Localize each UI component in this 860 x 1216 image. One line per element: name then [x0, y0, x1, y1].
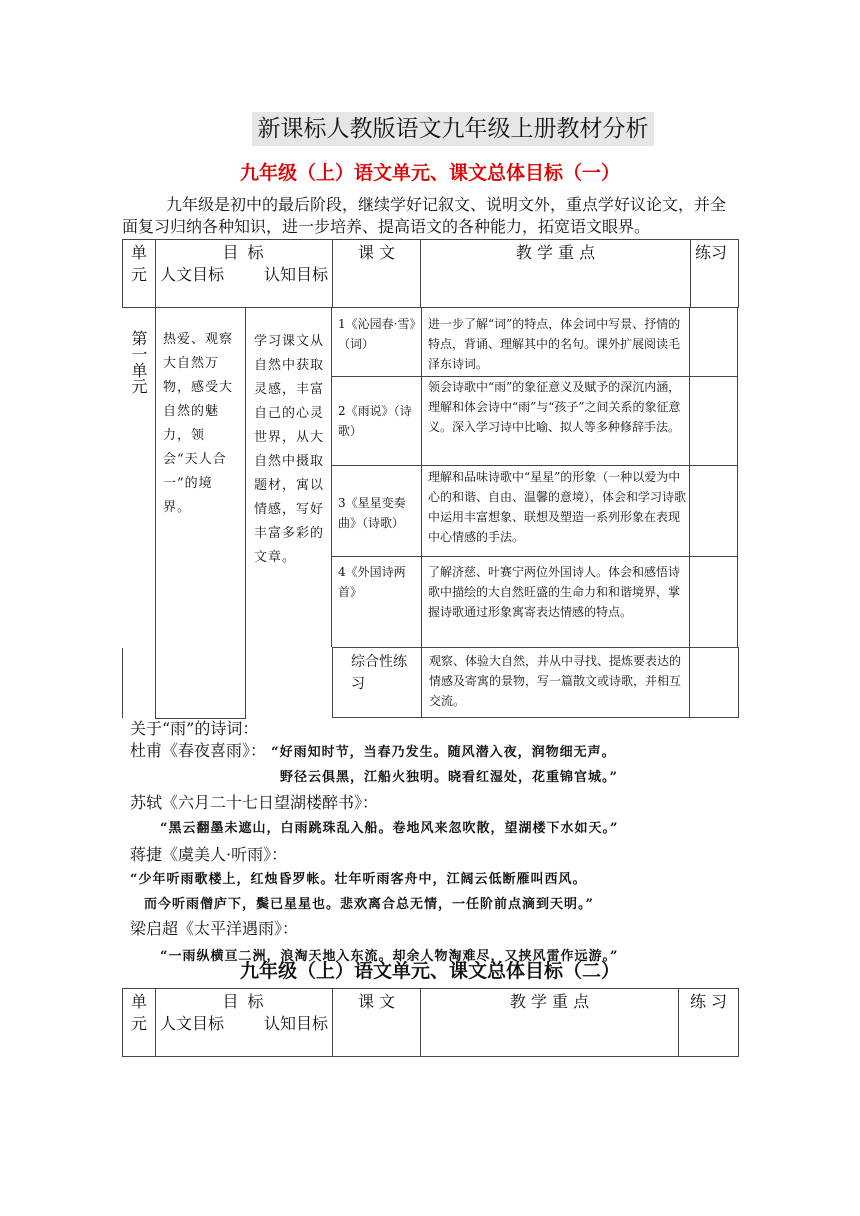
lesson-keypoint: 理解和品味诗歌中“星星”的形象（一种以爱为中心的和谐、自由、温馨的意境），体会和学习诗歌中运用丰富想象、联想及塑造一系列形象在表现中心情感的手法。 [428, 470, 687, 544]
lesson-title: 2《雨说》（诗歌） [338, 404, 412, 438]
lesson-row [332, 465, 738, 557]
header-lesson: 课 文 [333, 989, 421, 1057]
humanistic-goal: 热爱、观察大自然万物，感受大自然的魅力，领会“天人合一”的境界。 [163, 332, 234, 515]
poem-item [130, 740, 750, 764]
poems-heading: 关于“雨”的诗词： [130, 719, 259, 738]
lesson-row [332, 647, 739, 718]
header-goals [156, 240, 333, 308]
lesson-keypoint: 进一步了解“词”的特点，体会词中写景、抒情的特点，背诵、理解其中的名句。课外扩展阅读毛泽东诗词。 [428, 317, 681, 371]
poem-author: 蒋捷《虞美人·听雨》： [130, 845, 288, 864]
unit-name: 第一单元 [129, 330, 148, 394]
goals-table-1-header [122, 239, 739, 308]
goals-table-2-header [122, 988, 739, 1057]
poem-line: “黑云翻墨未遮山，白雨跳珠乱入船。卷地风来忽吹散，望湖楼下水如天。” [160, 821, 619, 836]
lesson-title: 3《星星变奏曲》（诗歌） [338, 496, 406, 530]
header-goals-label: 目 标 [222, 243, 266, 262]
left-border-fragment [122, 648, 123, 718]
poem-line: 而今听雨僧庐下，鬓已星星也。悲欢离合总无情，一任阶前点滴到天明。” [144, 897, 594, 912]
poem-line: 野径云俱黑，江船火独明。晓看红湿处，花重锦官城。” [280, 770, 618, 785]
lesson-row [332, 307, 738, 377]
poem-author: 杜甫《春夜喜雨》： [130, 741, 267, 760]
divider [421, 307, 422, 717]
header-humanistic-goal: 人文目标 [160, 1014, 225, 1033]
lesson-keypoint: 观察、体验大自然，并从中寻找、提炼要表达的情感及寄寓的景物，写一篇散文或诗歌，并相互交流。 [429, 654, 682, 708]
header-goals-label: 目 标 [222, 992, 266, 1011]
lesson-keypoint: 领会诗歌中“雨”的象征意义及赋予的深沉内涵，理解和体会诗中“雨”与“孩子”之间关系的象征意义。深入学习诗中比喻、拟人等多种修辞手法。 [428, 380, 681, 434]
poems-section [130, 718, 750, 972]
lesson-title: 综合性练习 [351, 654, 407, 692]
section-title-1: 九年级（上）语文单元、课文总体目标（一） [239, 162, 620, 184]
lesson-title: 4《外国诗两首》 [338, 565, 406, 599]
header-practice: 练 习 [679, 989, 739, 1057]
cognitive-goal: 学习课文从自然中获取灵感，丰富自己的心灵世界，从大自然中摄取题材，寓以情感，写好丰富多彩的文章。 [254, 334, 325, 565]
document-title: 新课标人教版语文九年级上册教材分析 [252, 112, 654, 146]
header-keypoints: 教 学 重 点 [421, 989, 679, 1057]
poem-author: 苏轼《六月二十七日望湖楼醉书》： [130, 793, 379, 812]
header-goals [156, 989, 333, 1057]
section-title-2: 九年级（上）语文单元、课文总体目标（二） [239, 960, 620, 982]
header-practice: 练习 [691, 240, 739, 308]
lesson-title: 1《沁园春·雪》（词） [338, 317, 416, 351]
header-unit: 单元 [123, 989, 156, 1057]
poem-author: 梁启超《太平洋遇雨》： [130, 919, 299, 938]
intro-paragraph: 九年级是初中的最后阶段，继续学好记叙文、说明文外，重点学好议论文，并全面复习归纳各种知识，进一步培养、提高语文的各种能力，拓宽语文眼界。 [122, 195, 727, 236]
header-cognitive-goal: 认知目标 [263, 265, 328, 284]
header-lesson: 课 文 [333, 240, 421, 308]
header-unit: 单元 [123, 240, 156, 308]
header-keypoints: 教 学 重 点 [421, 240, 691, 308]
header-cognitive-goal: 认知目标 [263, 1014, 328, 1033]
poem-line: “好雨知时节，当春乃发生。随风潜入夜，润物细无声。 [271, 745, 616, 760]
lesson-keypoint: 了解济慈、叶赛宁两位外国诗人。体会和感悟诗歌中描绘的大自然旺盛的生命力和和谐境界，掌握诗歌通过形象寓寄表达情感的特点。 [428, 565, 681, 619]
header-humanistic-goal: 人文目标 [160, 265, 225, 284]
divider [689, 307, 690, 717]
lesson-row [332, 556, 738, 648]
lesson-row [332, 375, 738, 466]
poem-line: “一雨纵横亘二洲，浪淘天地入东流。却余人物淘难尽，又挟风雷作远游。” [160, 949, 619, 964]
poem-line: “少年听雨歌楼上，红烛昏罗帐。壮年听雨客舟中，江阔云低断雁叫西风。 [130, 872, 587, 887]
